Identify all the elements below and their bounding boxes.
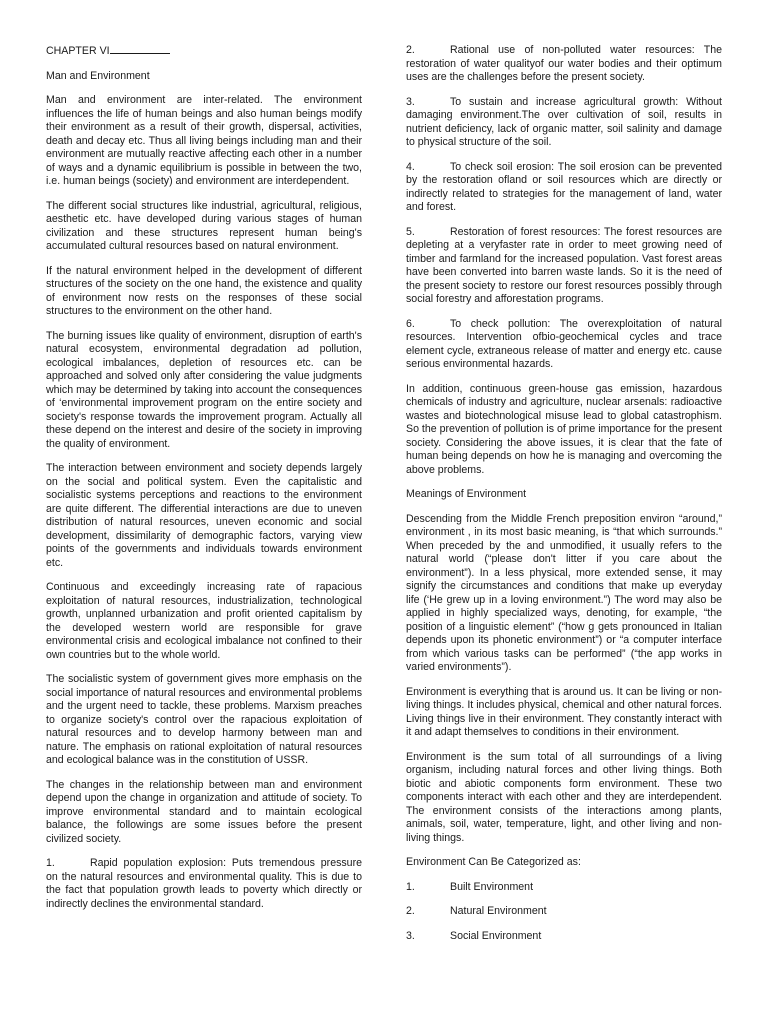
- item-text: Built Environment: [450, 880, 534, 893]
- paragraph: Environment is everything that is around us. It can be living or non-living things. It includes physical, chemical and other natural forces. Living things live in their environment. They constantly interact with it and adapt themselves to conditions in their environment.: [406, 685, 722, 738]
- item-text: To sustain and increase agricultural growth: Without damaging environment.The over cultivation of soil, results in nutrient deficiency, lack of organic matter, soil salinity and damage to physical structure of the soil.: [406, 95, 722, 148]
- right-column: [406, 44, 722, 954]
- item-text: Social Environment: [450, 929, 542, 942]
- category-item: [406, 905, 722, 919]
- paragraph: The burning issues like quality of environment, disruption of earth's natural ecosystem, environmental degradation ad pollution, ecological imbalances, depletion of resources etc. can be approached and solved only after considering the value judgments which may be determined by taking into account the consequences of ‘environmental improvement program on the entire society and society's response towards the improvement program. Actually all these depend on the interest and desire of the society in improving the quality of environment.: [46, 329, 362, 450]
- chapter-underline: [110, 44, 170, 54]
- item-text: Rapid population explosion: Puts tremendous pressure on the natural resources and environmental quality. This is due to the fact that population growth leads to poverty which directly or indirectly declines the environmental standard.: [46, 857, 362, 910]
- paragraph: The changes in the relationship between man and environment depend upon the change in organization and attitude of society. To improve environmental standard and to maintain ecological balance, the followings are some issues before the present civilized society.: [46, 778, 362, 845]
- issue-item: [406, 161, 722, 215]
- item-number: 5.: [406, 225, 415, 238]
- issue-item: [406, 44, 722, 85]
- left-column: [46, 44, 362, 922]
- section-title: Man and Environment: [46, 69, 150, 82]
- item-number: 4.: [406, 160, 415, 173]
- item-number: 6.: [406, 317, 415, 330]
- paragraph: The different social structures like industrial, agricultural, religious, aesthetic etc. have developed during various stages of human civilization and these structures represent human being's accumulated cultural resources based on natural environment.: [46, 199, 362, 252]
- paragraph: In addition, continuous green-house gas emission, hazardous chemicals of industry and agriculture, nuclear arsenals: radioactive wastes and biotechnological misuse lead to global catastrophism. So the prevention of pollution is of prime importance for the present society. Considering the above issues, it is clear that the fate of human being depends on how he is managing and overcoming the above problems.: [406, 382, 722, 476]
- issue-item: [406, 226, 722, 307]
- item-number: 1.: [46, 857, 55, 869]
- chapter-heading: [46, 44, 362, 59]
- category-item: [406, 881, 722, 895]
- paragraph: Man and environment are inter-related. The environment influences the life of human beings and also human beings modify their environment as a result of their growth, dispersal, activities, death and decay etc. Thus all living beings including man and their environment are mutually reactive affecting each other in a number of ways and a dynamic equilibrium is possible in between the two, i.e. human beings (society) and environment are interdependent.: [46, 94, 362, 187]
- paragraph: If the natural environment helped in the development of different structures of the society on the one hand, the existence and quality of environment now rests on the responses of these social structures to the environment on the other hand.: [46, 264, 362, 317]
- item-number: 3.: [406, 95, 415, 108]
- item-text: Natural Environment: [450, 905, 547, 917]
- item-number: 1.: [406, 880, 415, 893]
- item-number: 3.: [406, 929, 415, 942]
- paragraph: The socialistic system of government gives more emphasis on the social importance of natural resources and environmental problems and the urgent need to tackle, these problems. Marxism preaches to organize society's control over the rapacious exploitation of natural resources and to develop harmony between man and nature. The emphasis on rational exploitation of natural resources and ecological balance was in the constitution of USSR.: [46, 673, 362, 766]
- item-text: To check soil erosion: The soil erosion can be prevented by the restoration ofland or soil resources which are directly or indirectly related to strategies for the management of land, water and forest.: [406, 160, 722, 213]
- paragraph: Descending from the Middle French preposition environ “around,” environment , in its most basic meaning, is “that which surrounds.” When preceded by the and unmodified, it usually refers to the natural world (“please don't litter if you care about the environment”). In a less physical, more extended sense, it may signify the circumstances and conditions that make up everyday life (‘He grew up in a loving environment.”) The word may also be applied in highly specialized ways, denoting, for example, “the position of a linguistic element” (“how g gets pronounced in Italian depends upon its phonetic environment”) or “a computer interface from which various tasks can be performed” (“the app works in varied environments”).: [406, 512, 722, 673]
- item-number: 2.: [406, 44, 415, 56]
- chapter-label: CHAPTER VI: [46, 45, 110, 57]
- paragraph: Continuous and exceedingly increasing rate of rapacious exploitation of natural resources, industrialization, technological growth, unplanned urbanization and profit oriented capitalism by the developed western world are responsible for grave environmental crisis and ecological imbalance not confined to their own countries but to the whole world.: [46, 581, 362, 661]
- category-item: [406, 930, 722, 944]
- issue-item: [406, 318, 722, 372]
- issue-item: [406, 96, 722, 150]
- section-title: Meanings of Environment: [406, 488, 527, 500]
- paragraph: Environment is the sum total of all surroundings of a living organism, including natural forces and other living things. Both biotic and abiotic components form environment. These two components interact with each other and they are interdependent. The environment consists of the interactions among plants, animals, soil, water, temperature, light, and other living and non-living things.: [406, 750, 722, 844]
- section-title: Environment Can Be Categorized as:: [406, 856, 581, 868]
- item-number: 2.: [406, 905, 415, 917]
- paragraph: The interaction between environment and society depends largely on the social and political system. Even the capitalistic and socialistic systems perceptions and reactions to the environment are quite different. The differential interactions are due to uneven distribution of natural resources, uneven economic and social development, dissimilarity of demographic factors, varying view points of the governments and individuals towards environment etc.: [46, 462, 362, 569]
- item-text: Restoration of forest resources: The forest resources are depleting at a veryfaster rate in order to meet growing need of timber and farmland for the increased population. Vast forest areas have been converted into barren waste lands. So it is the need of the present society to restore our forest resources possibly through social forestry and afforestation programs.: [406, 225, 722, 305]
- item-text: To check pollution: The overexploitation of natural resources. Intervention ofbio-geochemical cycles and trace element cycle, extraneous release of matter and energy etc. cause serious environmental hazards.: [406, 317, 722, 370]
- item-text: Rational use of non-polluted water resources: The restoration of water qualityof our water bodies and their optimum uses are the challenges before the present society.: [406, 44, 722, 83]
- issue-item: [46, 857, 362, 911]
